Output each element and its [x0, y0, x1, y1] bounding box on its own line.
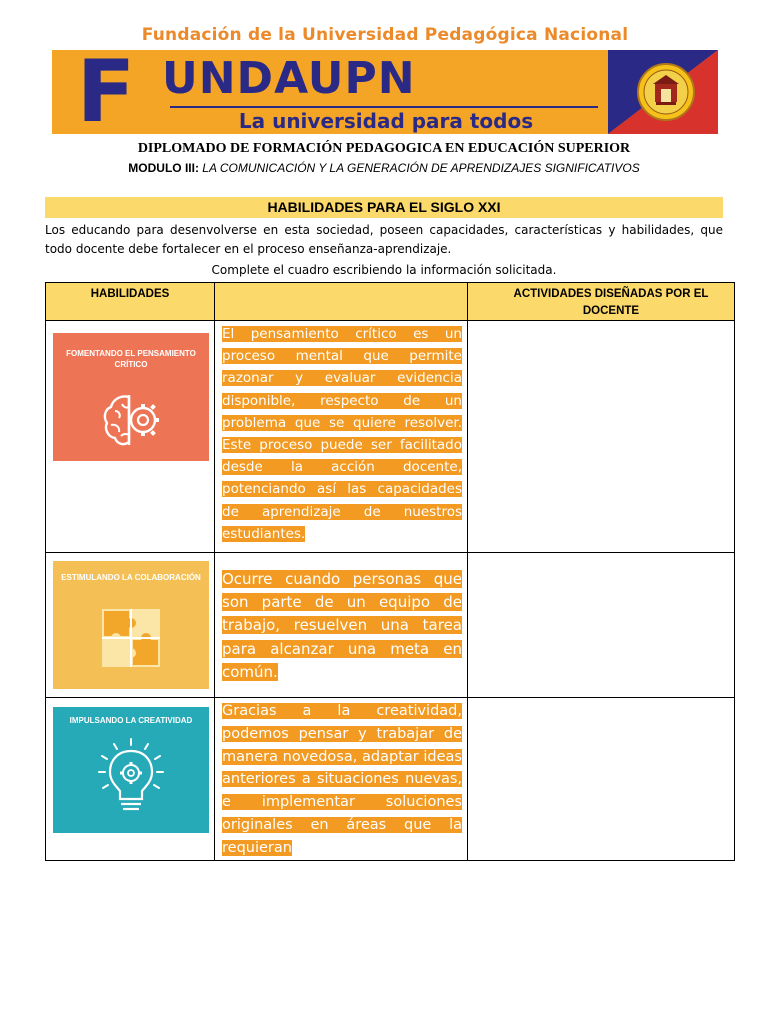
table-row-3-skill — [45, 697, 215, 861]
module-title: LA COMUNICACIÓN Y LA GENERACIÓN DE APRENDIZAJES SIGNIFICATIVOS — [202, 161, 640, 175]
header-label — [215, 283, 467, 286]
description-collaboration — [222, 568, 462, 684]
header-cell-blank — [214, 282, 468, 321]
brain-gear-icon — [99, 387, 163, 451]
diploma-title: DIPLOMADO DE FORMACIÓN PEDAGOGICA EN EDUCACIÓN SUPERIOR — [137, 141, 631, 156]
skills-table — [45, 282, 735, 861]
table-row-1-description — [214, 320, 468, 553]
org-name: Fundación de la Universidad Pedagógica Nacional — [141, 25, 629, 45]
description-text: El pensamiento crítico es un proceso mental que permite razonar y evaluar evidencia disponible, respecto de un problema que se quiere resolver. Este proceso puede ser facilitado desde la acción docente, potenciando así las capacidades de aprendizaje de nuestros estudiantes. — [222, 326, 462, 542]
description-text: Ocurre cuando personas que son parte de un equipo de trabajo, resuelven una tarea para alcanzar una meta en común. — [222, 570, 462, 681]
logo-letter: F — [76, 42, 136, 142]
skill-card-title: IMPULSANDO LA CREATIVIDAD — [69, 716, 193, 725]
description-creativity — [222, 700, 462, 860]
section-title: HABILIDADES PARA EL SIGLO XXI — [45, 197, 723, 218]
skill-card-title: ESTIMULANDO LA COLABORACIÓN — [61, 573, 201, 582]
module-label: MODULO III: — [128, 161, 199, 175]
table-row-2-skill — [45, 552, 215, 698]
skill-card-creativity — [53, 707, 209, 833]
skill-card-title: FOMENTANDO EL PENSAMIENTO CRÍTICO — [66, 349, 196, 369]
activities-input-3[interactable] — [467, 697, 735, 861]
intro-paragraph: Los educando para desenvolverse en esta sociedad, poseen capacidades, características y habilidades, que todo docente debe fortalecer en el proceso enseñanza-aprendizaje. — [45, 223, 723, 256]
header-label: ACTIVIDADES DISEÑADAS POR EL DOCENTE — [513, 288, 709, 317]
module-subtitle — [0, 160, 768, 176]
instruction-text: Complete el cuadro escribiendo la información solicitada. — [211, 263, 557, 277]
logo-name: UNDAUPN — [162, 53, 416, 104]
table-row-2-description — [214, 552, 468, 698]
logo-tagline: La universidad para todos — [238, 109, 534, 133]
skill-card-collaboration — [53, 561, 209, 689]
header-cell-actividades — [467, 282, 735, 321]
table-row-3-description — [214, 697, 468, 861]
skill-card-critical-thinking — [53, 333, 209, 461]
university-seal-icon — [608, 50, 718, 134]
logo-block — [52, 42, 718, 142]
fundaupn-banner — [52, 20, 718, 142]
puzzle-icon — [100, 607, 162, 669]
description-critical-thinking — [222, 323, 462, 545]
activities-input-1[interactable] — [467, 320, 735, 553]
lightbulb-icon — [97, 735, 165, 825]
description-text: Gracias a la creatividad, podemos pensar y trabajar de manera novedosa, adaptar ideas anteriores a situaciones nuevas, e implementar soluciones originales en áreas que la requieran — [222, 703, 462, 856]
header-cell-habilidades — [45, 282, 215, 321]
table-row-1-skill — [45, 320, 215, 553]
header-label: HABILIDADES — [90, 288, 170, 300]
activities-input-2[interactable] — [467, 552, 735, 698]
